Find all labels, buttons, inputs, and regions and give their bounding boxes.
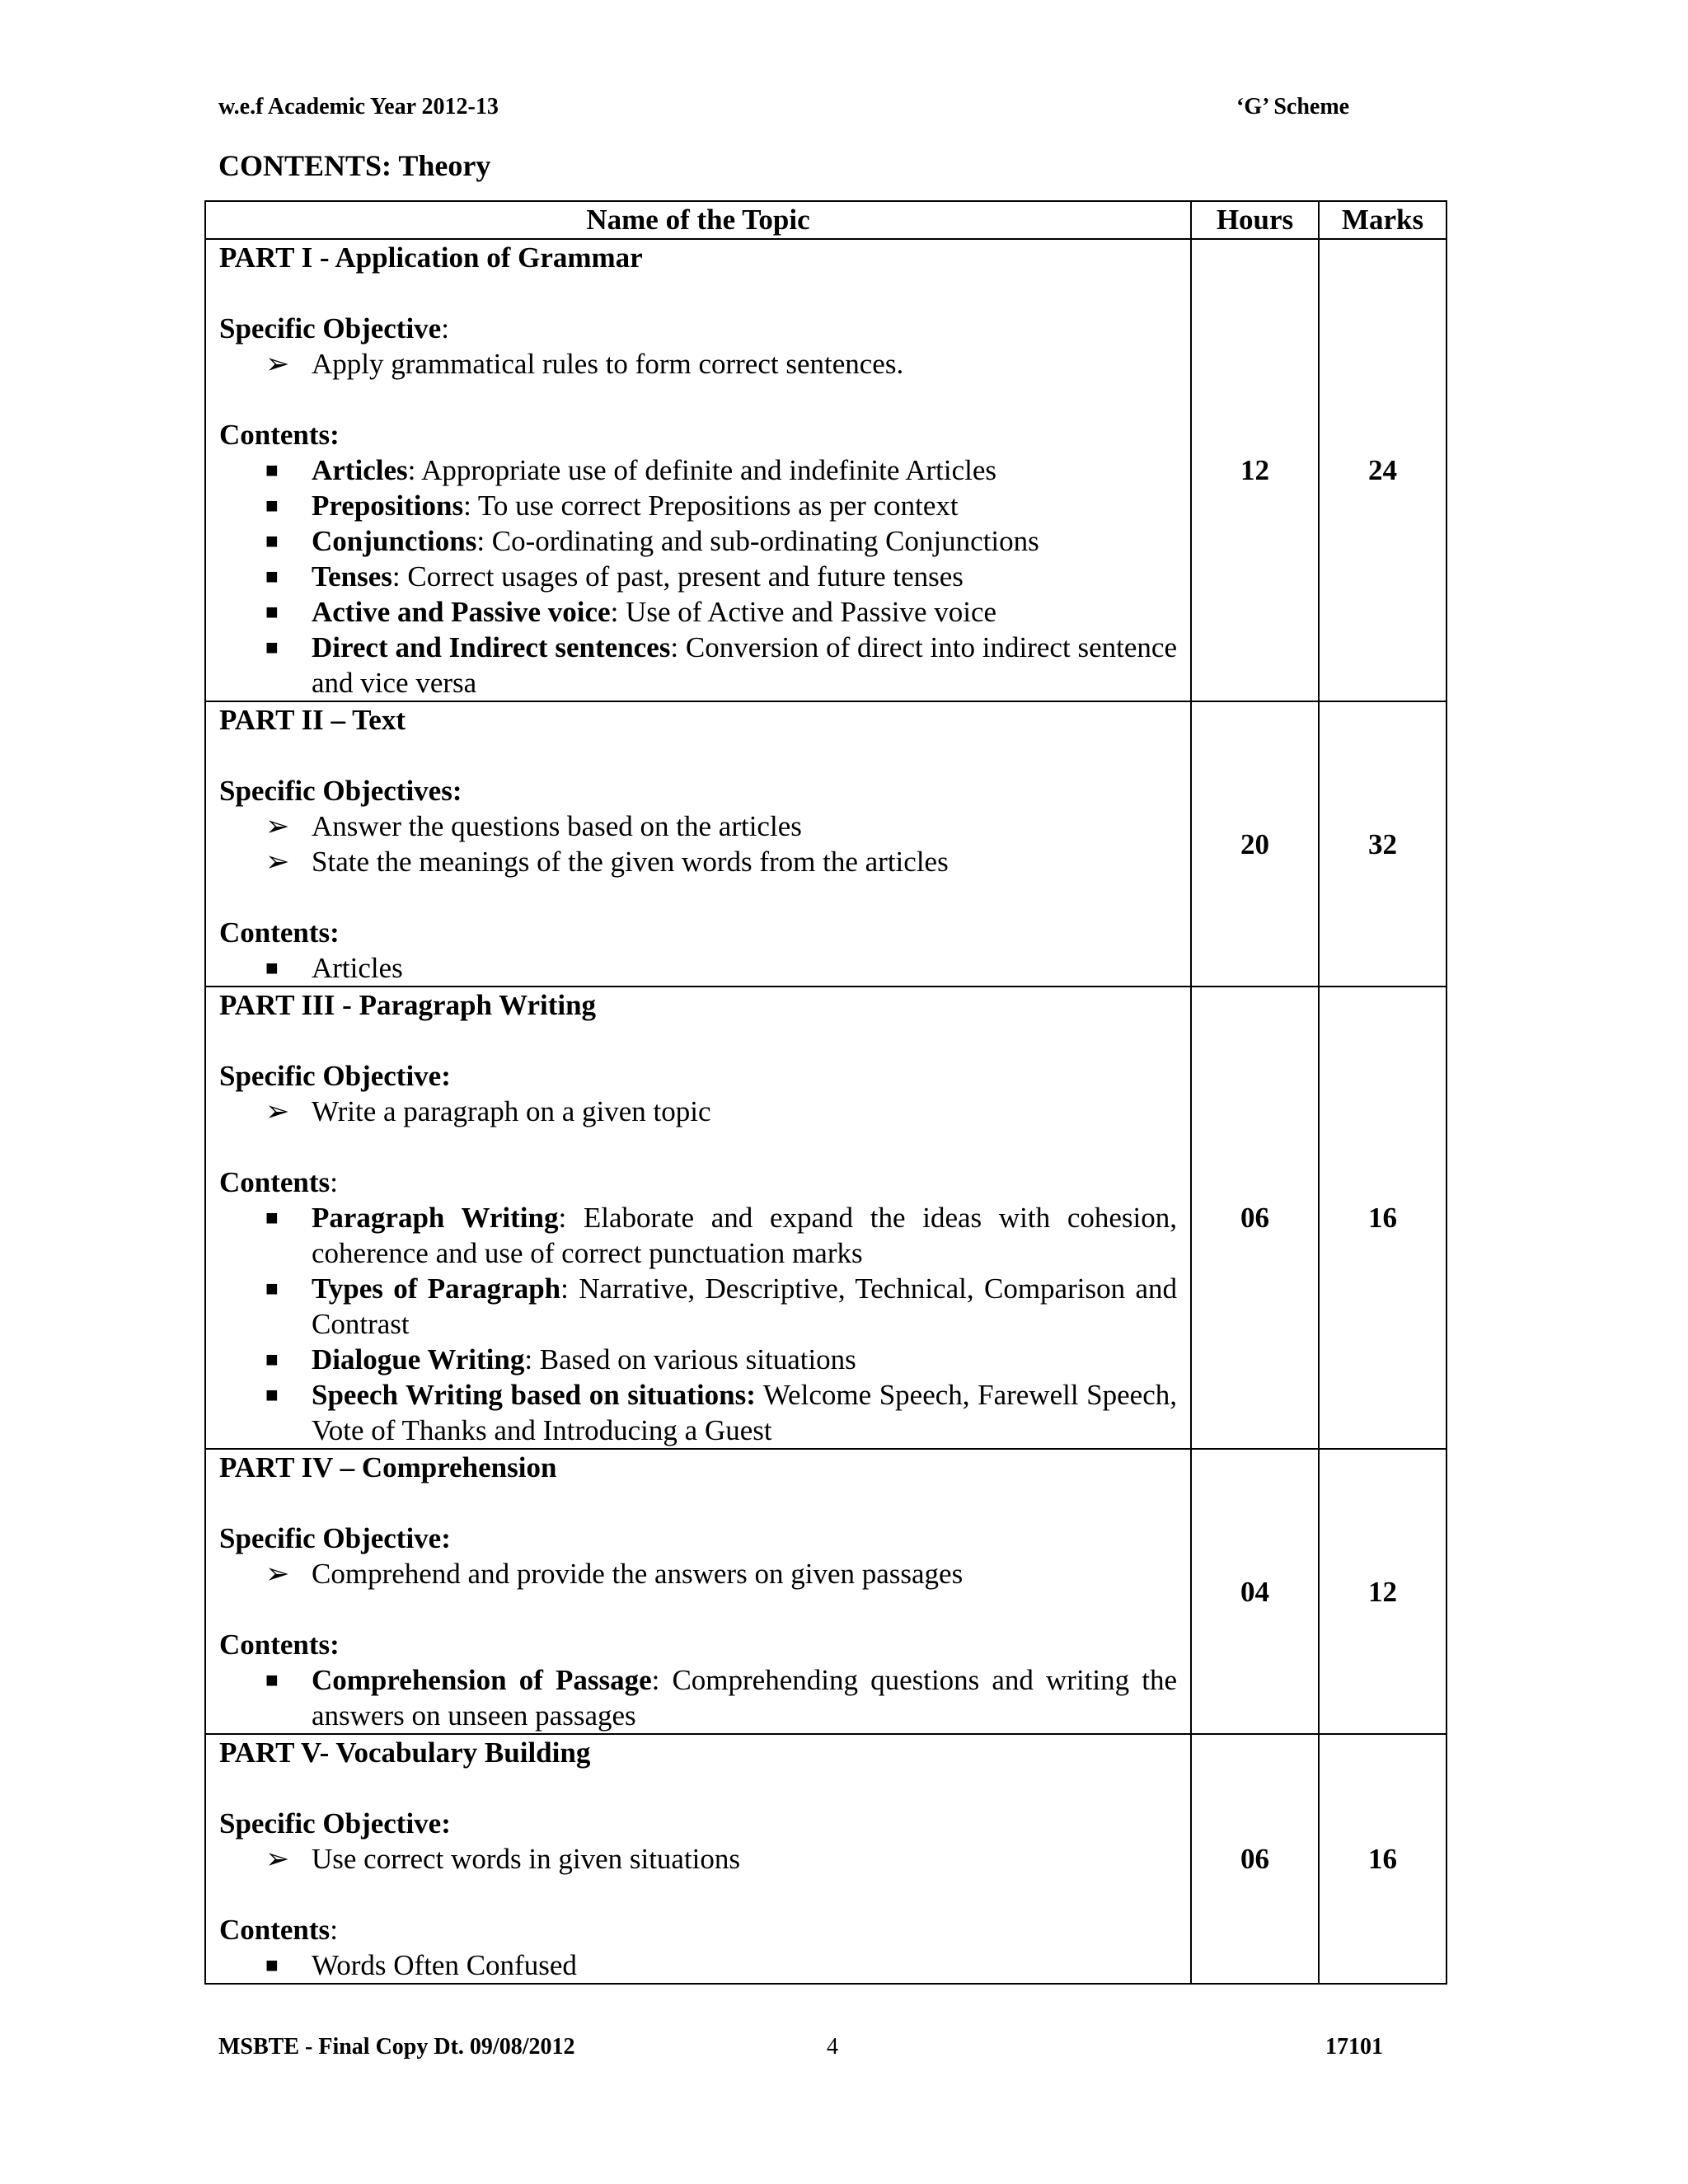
content-item (219, 559, 1177, 594)
topic-cell (205, 1449, 1191, 1734)
arrow-bullet-icon: ➢ (265, 1843, 290, 1875)
content-item (219, 523, 1177, 559)
content-term: Comprehension of Passage (312, 1664, 652, 1696)
content-term: Tenses (312, 560, 392, 593)
objective-item (219, 1094, 1177, 1129)
table-header-row (205, 201, 1447, 239)
objective-text: Write a paragraph on a given topic (312, 1095, 711, 1127)
objective-item (219, 844, 1177, 879)
content-term: Articles (312, 454, 408, 486)
objective-heading (219, 773, 1177, 808)
hours-cell: 12 (1191, 239, 1319, 701)
contents-heading (219, 1165, 1177, 1200)
arrow-bullet-icon: ➢ (265, 810, 290, 842)
part-title: PART III - Paragraph Writing (219, 989, 597, 1021)
objective-heading-text: Specific Objective (219, 312, 442, 344)
square-bullet-icon: ■ (265, 458, 279, 482)
objective-heading-text: Specific Objective: (219, 1807, 451, 1840)
marks-cell: 16 (1319, 987, 1447, 1449)
objective-text: Answer the questions based on the articles (312, 810, 802, 842)
marks-cell: 16 (1319, 1734, 1447, 1984)
content-item (219, 1200, 1177, 1271)
arrow-bullet-icon: ➢ (265, 846, 290, 878)
contents-title: CONTENTS: Theory (218, 149, 491, 182)
topic-cell (205, 987, 1191, 1449)
square-bullet-icon: ■ (265, 1953, 279, 1977)
objective-heading-text: Specific Objectives: (219, 775, 462, 807)
contents-heading-text: Contents: (219, 1629, 340, 1661)
contents-heading (219, 1627, 1177, 1662)
square-bullet-icon: ■ (265, 600, 279, 624)
content-description: : Conversion of direct into indirect sentence and vice versa (312, 631, 1177, 699)
table-row (205, 987, 1447, 1449)
content-description: : Comprehending questions and writing the answers on unseen passages (312, 1664, 1177, 1732)
content-description: : Narrative, Descriptive, Technical, Comparison and Contrast (312, 1272, 1177, 1340)
column-header-marks: Marks (1319, 201, 1447, 239)
objective-text: Comprehend and provide the answers on given passages (312, 1558, 964, 1590)
marks-cell: 24 (1319, 239, 1447, 701)
syllabus-table (204, 200, 1447, 1985)
objective-heading (219, 311, 1177, 346)
arrow-bullet-icon: ➢ (265, 1095, 290, 1127)
topic-cell (205, 1734, 1191, 1984)
content-item (219, 1342, 1177, 1377)
content-description: : To use correct Prepositions as per context (463, 490, 959, 522)
part-title: PART IV – Comprehension (219, 1451, 557, 1483)
objective-heading-text: Specific Objective: (219, 1060, 451, 1092)
spacer (219, 1877, 1177, 1912)
square-bullet-icon: ■ (265, 494, 279, 518)
part-title: PART V- Vocabulary Building (219, 1736, 591, 1769)
objective-heading-colon: : (441, 312, 449, 344)
header-academic-year: w.e.f Academic Year 2012-13 (218, 94, 499, 120)
content-description: : Use of Active and Passive voice (610, 596, 997, 628)
spacer (219, 879, 1177, 915)
content-description: : Correct usages of past, present and future tenses (392, 560, 964, 593)
table-row (205, 701, 1447, 987)
content-term: Paragraph Writing (312, 1202, 559, 1234)
spacer (219, 1485, 1177, 1521)
square-bullet-icon: ■ (265, 635, 279, 659)
contents-heading (219, 915, 1177, 950)
spacer (219, 1591, 1177, 1627)
spacer (219, 275, 1177, 311)
marks-cell: 12 (1319, 1449, 1447, 1734)
content-item (219, 594, 1177, 630)
spacer (219, 382, 1177, 417)
table-row (205, 1449, 1447, 1734)
contents-heading (219, 1912, 1177, 1947)
footer-copy-date: MSBTE - Final Copy Dt. 09/08/2012 (218, 2034, 575, 2060)
content-item (219, 1271, 1177, 1342)
square-bullet-icon: ■ (265, 1383, 279, 1407)
content-description: : Elaborate and expand the ideas with cohesion, coherence and use of correct punctuation marks (312, 1202, 1178, 1269)
content-description: : Appropriate use of definite and indefinite Articles (407, 454, 996, 486)
objective-heading (219, 1521, 1177, 1556)
square-bullet-icon: ■ (265, 529, 279, 553)
contents-heading-text: Contents (219, 1166, 331, 1198)
contents-heading-colon: : (330, 1914, 338, 1946)
header-scheme: ‘G’ Scheme (1236, 94, 1350, 120)
footer-course-code: 17101 (1325, 2034, 1383, 2060)
footer-page-number: 4 (827, 2034, 838, 2060)
table-row (205, 1734, 1447, 1984)
spacer (219, 1770, 1177, 1806)
square-bullet-icon: ■ (265, 956, 279, 980)
objective-item (219, 808, 1177, 844)
objective-heading (219, 1806, 1177, 1841)
arrow-bullet-icon: ➢ (265, 348, 290, 380)
square-bullet-icon: ■ (265, 565, 279, 588)
objective-item (219, 1556, 1177, 1591)
content-item (219, 630, 1177, 701)
table-body (205, 239, 1447, 1984)
content-item (219, 488, 1177, 523)
content-item (219, 1377, 1177, 1448)
contents-heading (219, 417, 1177, 452)
spacer (219, 1129, 1177, 1165)
hours-cell: 06 (1191, 1734, 1319, 1984)
content-description: Words Often Confused (312, 1949, 577, 1981)
content-description: : Co-ordinating and sub-ordinating Conjunctions (476, 525, 1039, 557)
content-term: Speech Writing based on situations: (312, 1379, 756, 1411)
marks-cell: 32 (1319, 701, 1447, 987)
objective-text: State the meanings of the given words from the articles (312, 846, 949, 878)
column-header-hours: Hours (1191, 201, 1319, 239)
content-item (219, 1947, 1177, 1983)
hours-cell: 04 (1191, 1449, 1319, 1734)
objective-item (219, 1841, 1177, 1877)
contents-heading-colon: : (330, 1166, 338, 1198)
topic-cell (205, 701, 1191, 987)
square-bullet-icon: ■ (265, 1277, 279, 1301)
content-item (219, 950, 1177, 986)
content-term: Conjunctions (312, 525, 477, 557)
content-description: Welcome Speech, Farewell Speech, Vote of Thanks and Introducing a Guest (312, 1379, 1177, 1446)
content-term: Prepositions (312, 490, 464, 522)
content-term: Types of Paragraph (312, 1272, 561, 1305)
hours-cell: 20 (1191, 701, 1319, 987)
part-title: PART II – Text (219, 704, 406, 736)
content-item (219, 452, 1177, 488)
objective-text: Use correct words in given situations (312, 1843, 741, 1875)
part-title: PART I - Application of Grammar (219, 241, 643, 274)
objective-heading (219, 1058, 1177, 1094)
objective-heading-text: Specific Objective: (219, 1522, 451, 1554)
square-bullet-icon: ■ (265, 1206, 279, 1230)
square-bullet-icon: ■ (265, 1668, 279, 1692)
content-description: Articles (312, 952, 403, 984)
content-term: Active and Passive voice (312, 596, 611, 628)
content-term: Dialogue Writing (312, 1343, 525, 1376)
hours-cell: 06 (1191, 987, 1319, 1449)
topic-cell (205, 239, 1191, 701)
square-bullet-icon: ■ (265, 1347, 279, 1371)
contents-heading-text: Contents (219, 1914, 331, 1946)
arrow-bullet-icon: ➢ (265, 1558, 290, 1590)
objective-item (219, 346, 1177, 382)
content-description: : Based on various situations (524, 1343, 856, 1376)
column-header-topic: Name of the Topic (205, 201, 1191, 239)
content-item (219, 1662, 1177, 1733)
table-row (205, 239, 1447, 701)
spacer (219, 1023, 1177, 1058)
contents-heading-text: Contents: (219, 916, 340, 949)
contents-heading-text: Contents: (219, 419, 340, 451)
spacer (219, 738, 1177, 773)
objective-text: Apply grammatical rules to form correct sentences. (312, 348, 904, 380)
content-term: Direct and Indirect sentences (312, 631, 671, 663)
